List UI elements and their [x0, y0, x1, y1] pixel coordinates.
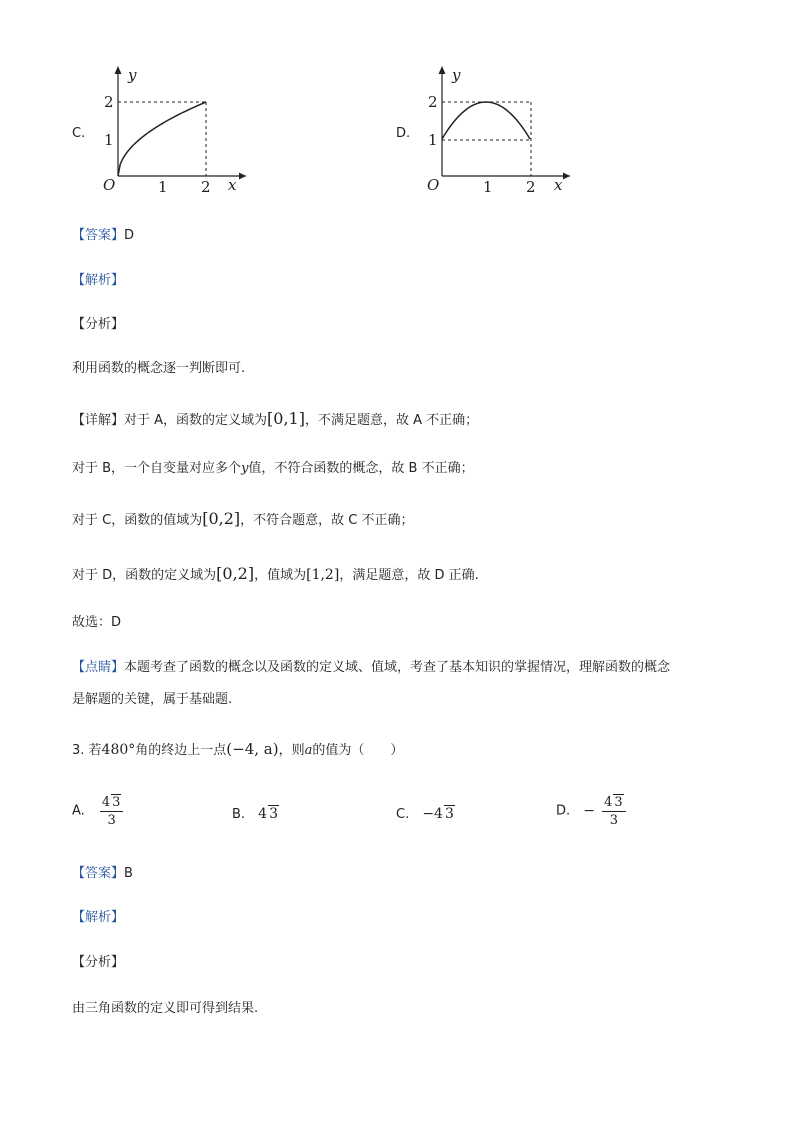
option-c-value	[422, 806, 455, 822]
comment-line-2: 是解题的关键，属于基础题.	[72, 692, 233, 707]
y-axis-arrow	[115, 66, 122, 74]
frac-den: 3	[609, 813, 618, 828]
q3-answer-line	[72, 865, 133, 883]
y-axis-arrow	[439, 66, 446, 74]
x-tick-2: 2	[201, 178, 211, 196]
graph-c	[96, 62, 246, 202]
coef: −4	[422, 806, 443, 822]
y-tick-1: 1	[428, 131, 438, 149]
y-tick-2: 2	[104, 93, 114, 111]
answer-value: D	[124, 228, 135, 243]
detail-d-pre: 对于 D，函数的定义域为	[72, 568, 217, 583]
y-tick-1: 1	[104, 131, 114, 149]
x-tick-1: 1	[483, 178, 493, 196]
detail-b-pre: 对于 B，一个自变量对应多个	[72, 461, 242, 476]
option-c-label: C.	[396, 807, 410, 822]
q3-option-a[interactable]	[72, 794, 123, 828]
q3-answer-tag: 【答案】	[72, 866, 125, 881]
curve-d	[442, 102, 530, 139]
x-tick-1: 1	[158, 178, 168, 196]
q3-analysis-tag: 【解析】	[72, 910, 125, 925]
x-tick-2: 2	[526, 178, 536, 196]
detail-d-mid: ，值域为	[254, 568, 307, 583]
y-label: y	[128, 66, 137, 84]
fenxi-text: 利用函数的概念逐一判断即可.	[72, 361, 246, 376]
q3-stem-mid2: ，则	[278, 743, 305, 758]
frac-num-coef: 4	[604, 795, 613, 810]
q3-stem	[72, 740, 403, 760]
choose-line: 故选：D	[72, 615, 122, 630]
option-c-label: C.	[72, 126, 86, 141]
x-label: x	[228, 176, 237, 194]
detail-d-interval1: [0,2]	[216, 564, 255, 583]
q3-option-b[interactable]	[232, 803, 279, 822]
sqrt: 3	[112, 795, 121, 810]
detail-c-line	[72, 510, 414, 530]
y-tick-2: 2	[428, 93, 438, 111]
answer-line	[72, 227, 134, 245]
detail-c-post: ，不符合题意，故 C 不正确；	[240, 513, 414, 528]
option-a-fraction	[100, 794, 124, 828]
option-d-label: D.	[556, 803, 571, 819]
comment-line-1	[72, 659, 670, 677]
sqrt: 3	[444, 806, 454, 822]
comment-tag: 【点睛】	[72, 660, 125, 675]
q3-answer-value: B	[124, 866, 133, 881]
q3-option-d[interactable]	[556, 794, 626, 828]
analysis-tag: 【解析】	[72, 273, 125, 288]
origin-label: O	[427, 176, 440, 194]
option-a-label: A.	[72, 803, 85, 819]
fenxi-tag: 【分析】	[72, 317, 125, 332]
q3-var: a	[304, 743, 313, 758]
y-label: y	[452, 66, 461, 84]
detail-d-line	[72, 565, 479, 585]
answer-tag: 【答案】	[72, 228, 125, 243]
x-axis-arrow	[239, 173, 246, 180]
option-d-label: D.	[396, 126, 411, 141]
option-b-label: B.	[232, 807, 246, 822]
comment-text-1: 本题考查了函数的概念以及函数的定义域、值域，考查了基本知识的掌握情况，理解函数的概念	[124, 660, 671, 675]
frac-num-coef: 4	[101, 795, 111, 810]
origin-label: O	[103, 176, 116, 194]
q3-point: (−4, a)	[226, 740, 279, 758]
detail-tag: 【详解】	[72, 413, 125, 428]
option-b-value	[258, 806, 279, 822]
detail-c-pre: 对于 C，函数的值域为	[72, 513, 203, 528]
q3-stem-post: 的值为（ ）	[312, 743, 404, 758]
q3-fenxi-text: 由三角函数的定义即可得到结果.	[72, 1001, 259, 1016]
x-label: x	[554, 176, 563, 194]
sqrt: 3	[614, 795, 623, 810]
detail-d-post: ，满足题意，故 D 正确.	[339, 568, 479, 583]
q3-angle: 480°	[101, 742, 136, 758]
detail-a-interval: [0,1]	[267, 409, 305, 428]
sqrt: 3	[269, 806, 278, 822]
x-axis-arrow	[563, 173, 570, 180]
coef: 4	[258, 806, 268, 822]
detail-b-var: y	[241, 461, 249, 476]
graph-d	[420, 62, 570, 202]
q3-stem-mid: 角的终边上一点	[135, 743, 227, 758]
detail-b-post: 值，不符合函数的概念，故 B 不正确；	[248, 461, 474, 476]
q3-option-c[interactable]	[396, 803, 455, 822]
detail-d-interval2: [1,2]	[306, 567, 340, 583]
minus-sign: −	[583, 803, 595, 819]
q3-stem-pre: 3. 若	[72, 743, 102, 758]
frac-den: 3	[107, 813, 116, 828]
detail-b-line	[72, 460, 474, 478]
detail-c-interval: [0,2]	[202, 509, 241, 528]
option-d-fraction	[602, 794, 626, 828]
q3-fenxi-tag: 【分析】	[72, 955, 125, 970]
detail-a-post: ，不满足题意，故 A 不正确；	[304, 413, 479, 428]
curve-c	[118, 102, 206, 176]
detail-a-pre: 对于 A，函数的定义域为	[124, 413, 268, 428]
detail-a-line	[72, 410, 478, 430]
